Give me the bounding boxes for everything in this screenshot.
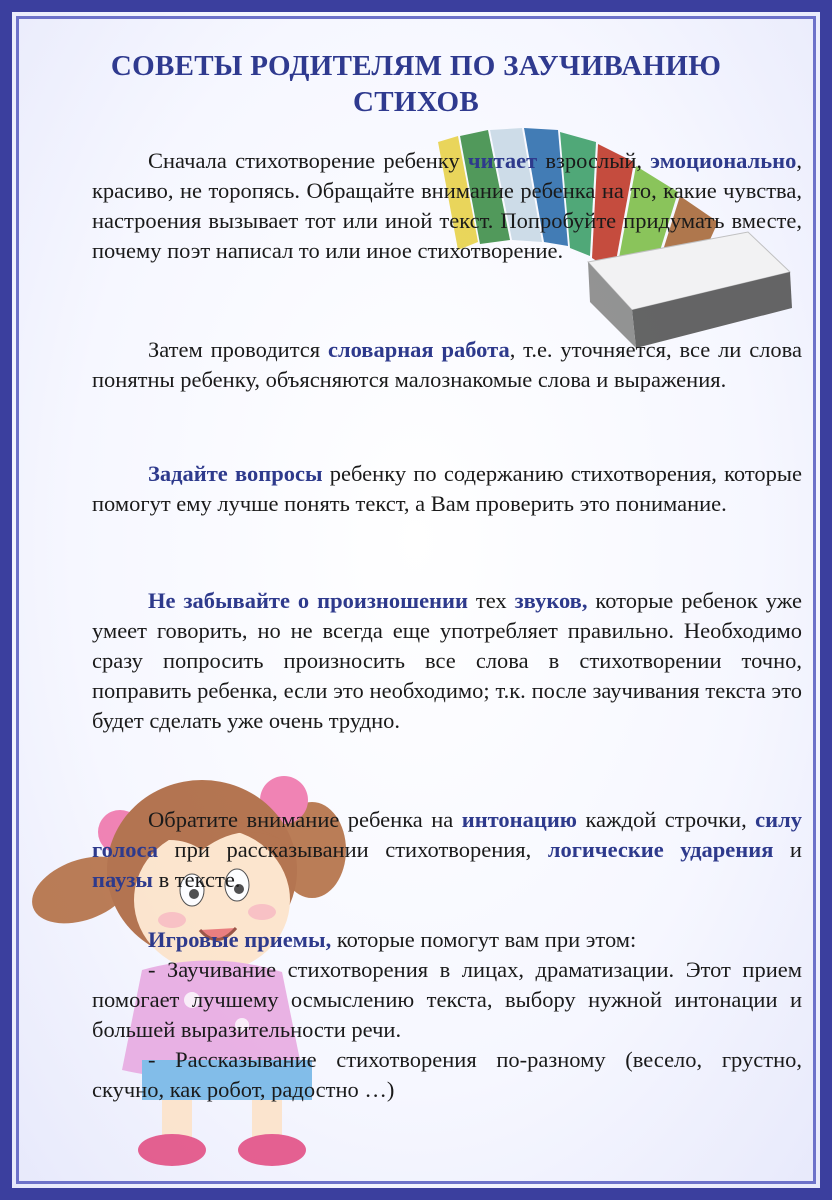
- highlight-voice-strength: силу голоса: [92, 807, 802, 862]
- text: при рассказывании стихотворения,: [158, 837, 548, 862]
- text: взрослый,: [537, 148, 651, 173]
- text: которые ребенок уже умеет говорить, но не всегда еще употребляет правильно. Необходимо сразу попросить произносить все слова в стихотворении точно, поправить ребенка, если это необходимо; т.к. после заучивания текста это будет сделать уже очень трудно.: [92, 588, 802, 733]
- paragraph-vocabulary: [92, 335, 802, 395]
- highlight-pronunciation: Не забывайте о произношении: [148, 588, 468, 613]
- highlight-sounds: звуков,: [514, 588, 588, 613]
- paragraph-pronunciation: [92, 586, 802, 736]
- list-item: - Рассказывание стихотворения по-разному (весело, грустно, скучно, как робот, радостно …): [92, 1047, 802, 1102]
- text: , красиво, не торопясь. Обращайте внимание ребенка на то, какие чувства, настроения вызывает тот или иной текст. Попробуйте придумать вместе, почему поэт написал то или иное стихотворение.: [92, 148, 802, 263]
- paragraph-game-techniques: [92, 925, 802, 1105]
- paragraph-questions: [92, 459, 802, 519]
- highlight-reads: читает: [467, 148, 538, 173]
- highlight-intonation: интонацию: [461, 807, 578, 832]
- text: тех: [467, 588, 515, 613]
- text: которые помогут вам при этом:: [331, 927, 637, 952]
- list-item: - Заучивание стихотворения в лицах, драматизации. Этот прием помогает лучшему осмыслению текста, выбору нужной интонации и большей выразительности речи.: [92, 957, 802, 1042]
- text: в тексте.: [152, 867, 241, 892]
- highlight-game-techniques: Игровые приемы,: [148, 927, 332, 952]
- text: Сначала стихотворение ребенку: [148, 148, 468, 173]
- highlight-emotionally: эмоционально: [650, 148, 797, 173]
- text: ребенку по содержанию стихотворения, которые помогут ему лучше понять текст, а Вам проверить это понимание.: [92, 461, 802, 516]
- text: Обратите внимание ребенка на: [148, 807, 462, 832]
- title-line-2: СТИХОВ: [352, 86, 479, 118]
- text: Затем проводится: [148, 337, 328, 362]
- paragraph-reading: [92, 146, 802, 266]
- page-title: [60, 48, 772, 120]
- text: каждой строчки,: [577, 807, 756, 832]
- title-line-1: СОВЕТЫ РОДИТЕЛЯМ ПО ЗАУЧИВАНИЮ: [110, 50, 722, 82]
- text: и: [773, 837, 802, 862]
- text: , т.е. уточняется, все ли слова понятны ребенку, объясняются малознакомые слова и выражения.: [92, 337, 802, 392]
- highlight-ask-questions: Задайте вопросы: [148, 461, 323, 486]
- highlight-pauses: паузы: [92, 867, 153, 892]
- paragraph-intonation: [92, 805, 802, 895]
- highlight-logical-stress: логические ударения: [547, 837, 774, 862]
- highlight-vocabulary-work: словарная работа: [328, 337, 510, 362]
